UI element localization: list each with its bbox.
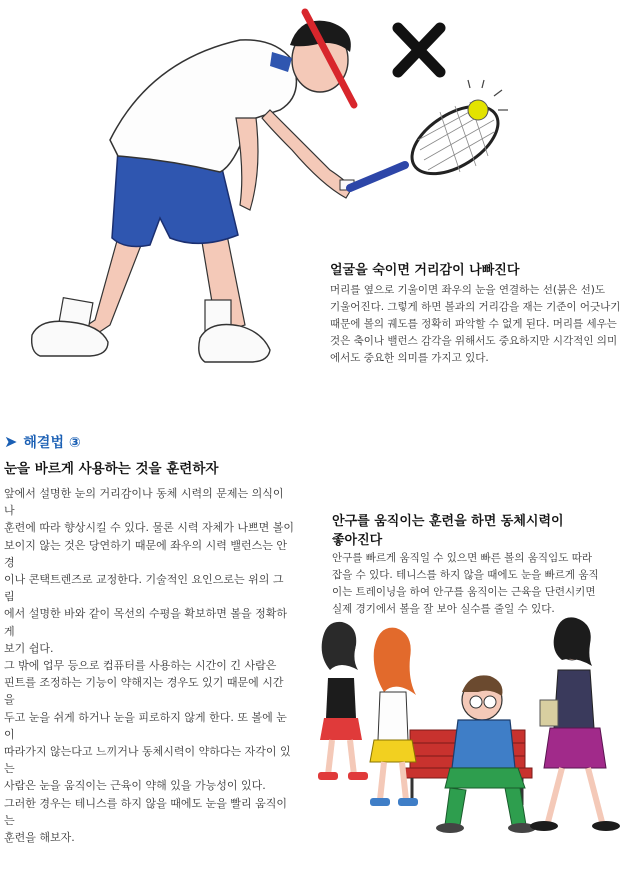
solution-label: 해결법 ③ bbox=[23, 435, 81, 451]
solution-title: 눈을 바르게 사용하는 것을 훈련하자 bbox=[4, 461, 219, 477]
solution-body: 앞에서 설명한 눈의 거리감이나 동체 시력의 문제는 의식이나 훈련에 따라 향상시킬 수 있다. 물론 시력 자체가 나쁘면 볼이 보이지 않는 것은 당연하기 때문에 좌우의 시력 밸런스는 안경 이나 콘택트렌즈로 교정한다. 기술적인 요인으로는 위의 그림 에서 설명한 바와 같이 목선의 수평을 확보하면 볼을 정확하게 보기 쉽다. 그 밖에 업무 등으로 컴퓨터를 사용하는 시간이 긴 사람은 핀트를 조정하는 기능이 약해지는 경우도 있기 때문에 시간을 두고 눈을 쉬게 하거나 눈을 피로하지 않게 한다. 또 볼에 눈이 따라가지 않는다고 느끼거나 동체시력이 약하다는 자각이 있는 사람은 눈을 움직이는 근육이 약해 있을 가능성이 있다. 그러한 경우는 테니스를 하지 않을 때에도 눈을 빨리 움직이는 훈련을 해보자. bbox=[4, 487, 294, 845]
tennis-ball-icon bbox=[468, 100, 488, 120]
section2-body: 안구를 빠르게 움직일 수 있으면 빠른 볼의 움직임도 따라 잡을 수 있다. 테니스를 하지 않을 때에도 눈을 빠르게 움직 이는 트레이닝을 하여 안구를 움직이는 근육을 단련시키면 실제 경기에서 볼을 잘 보아 실수를 줄일 수 있다. bbox=[332, 552, 599, 615]
section2-title: 안구를 움직이는 훈련을 하면 동체시력이 좋아진다 bbox=[332, 514, 564, 548]
bench-scene-illustration bbox=[300, 600, 630, 872]
solution-heading bbox=[4, 432, 81, 452]
section1-body: 머리를 옆으로 기울이면 좌우의 눈을 연결하는 선(붉은 선)도 기울어진다. 그렇게 하면 볼과의 거리감을 재는 기준이 어긋나기 때문에 볼의 궤도를 정확히 파악할 수 없게 된다. 머리를 세우는 것은 축이나 밸런스 감각을 위해서도 중요하지만 시각적인 의미 에서도 중요한 의미를 가지고 있다. bbox=[330, 284, 621, 364]
section1-title: 얼굴을 숙이면 거리감이 나빠진다 bbox=[330, 263, 520, 278]
wrong-x-mark bbox=[398, 28, 440, 72]
woman-right bbox=[530, 617, 620, 831]
arrow-right-icon: ➤ bbox=[4, 432, 18, 451]
girl-left bbox=[318, 622, 368, 780]
